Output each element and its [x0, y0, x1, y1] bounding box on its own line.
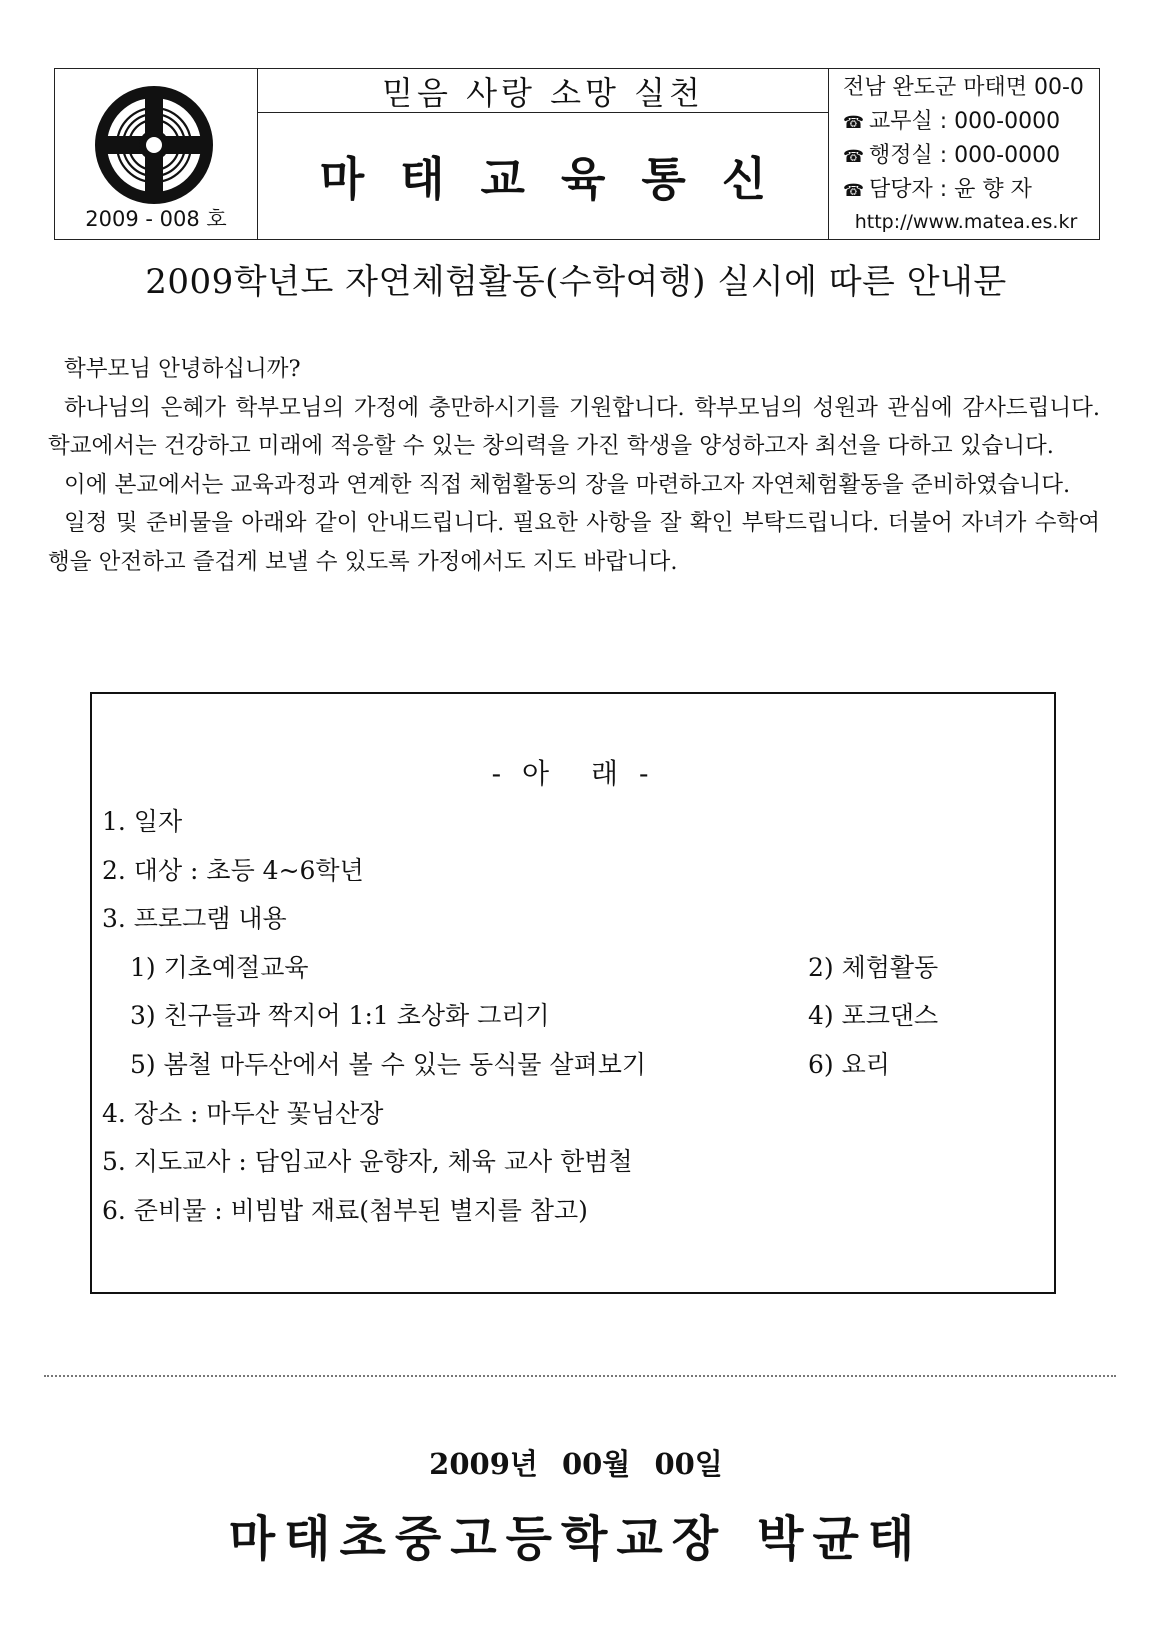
detail-teachers: 5. 지도교사 : 담임교사 윤향자, 체육 교사 한범철 — [102, 1147, 633, 1177]
phone-icon: ☎ — [843, 181, 865, 201]
body-paragraph: 하나님의 은혜가 학부모님의 가정에 충만하시기를 기원합니다. 학부모님의 성원과 관심에 감사드립니다. 학교에서는 건강하고 미래에 적응할 수 있는 창의력을 가진 학생을 양성하고자 최선을 다하고 있습니다. — [48, 394, 1100, 459]
program-row — [102, 1041, 890, 1090]
phone-icon: ☎ — [843, 113, 865, 133]
heading-char: 래 — [591, 757, 625, 790]
newsletter-name: 마태교육통신 — [319, 152, 803, 206]
details-heading — [92, 752, 1054, 792]
program-row — [102, 944, 939, 993]
contact-label: 행정실 — [869, 143, 933, 168]
program-item: 1) 기초예절교육 — [130, 952, 309, 982]
contact-row: ☎ 행정실 : 000-0000 — [843, 139, 1089, 173]
program-item: 5) 봄철 마두산에서 볼 수 있는 동식물 살펴보기 — [130, 1049, 646, 1079]
school-url[interactable]: http://www.matea.es.kr — [854, 211, 1078, 233]
header-center — [258, 69, 829, 239]
details-list — [102, 798, 939, 1235]
cross-circle-emblem-icon — [92, 83, 216, 207]
heading-dash: - — [491, 757, 508, 790]
body-paragraph: 일정 및 준비물을 아래와 같이 안내드립니다. 필요한 사항을 잘 확인 부탁드립니다. 더불어 자녀가 수학여행을 안전하고 즐겁게 보낼 수 있도록 가정에서도 지도 바랍니다. — [48, 510, 1100, 575]
details-box — [90, 692, 1056, 1294]
letter-body — [48, 350, 1100, 581]
dotted-divider — [44, 1375, 1116, 1377]
principal-name: 박균태 — [757, 1511, 924, 1567]
contact-row: ☎ 담당자 : 윤 향 자 — [843, 173, 1089, 207]
detail-program: 3. 프로그램 내용 — [102, 904, 287, 934]
contact-info — [829, 69, 1099, 239]
contact-label: 교무실 — [869, 109, 933, 134]
school-address: 전남 완도군 마태면 00-0 — [843, 75, 1084, 100]
body-paragraph: 이에 본교에서는 교육과정과 연계한 직접 체험활동의 장을 마련하고자 자연체험활동을 준비하였습니다. — [64, 471, 1071, 498]
contact-value: 윤 향 자 — [954, 177, 1032, 202]
principal-signature — [0, 1500, 1152, 1569]
heading-char: 아 — [521, 757, 555, 790]
contact-label: 담당자 — [869, 177, 933, 202]
program-item: 2) 체험활동 — [808, 952, 939, 982]
program-row — [102, 992, 939, 1041]
issue-number: 2009 - 008 호 — [85, 207, 227, 231]
document-title: 2009학년도 자연체험활동(수학여행) 실시에 따른 안내문 — [145, 262, 1007, 302]
detail-place: 4. 장소 : 마두산 꽃님산장 — [102, 1098, 384, 1128]
detail-date: 1. 일자 — [102, 807, 183, 836]
newsletter-header — [54, 68, 1100, 240]
program-item: 4) 포크댄스 — [808, 1001, 939, 1031]
greeting: 학부모님 안녕하십니까? — [64, 356, 301, 382]
detail-target: 2. 대상 : 초등 4~6학년 — [102, 855, 364, 885]
contact-value: 000-0000 — [954, 143, 1061, 168]
contact-row: ☎ 교무실 : 000-0000 — [843, 105, 1089, 139]
logo-cell — [55, 69, 258, 239]
detail-supplies: 6. 준비물 : 비빔밥 재료(첨부된 별지를 참고) — [102, 1195, 588, 1225]
heading-dash: - — [638, 757, 655, 790]
school-motto: 믿음 사랑 소망 실천 — [258, 69, 828, 113]
program-item: 3) 친구들과 짝지어 1:1 초상화 그리기 — [130, 1001, 550, 1031]
contact-value: 000-0000 — [954, 109, 1061, 134]
phone-icon: ☎ — [843, 147, 865, 167]
program-item: 6) 요리 — [808, 1049, 890, 1079]
issue-date: 2009년 00월 00일 — [429, 1447, 723, 1481]
school-name: 마태초중고등학교장 — [228, 1511, 728, 1567]
